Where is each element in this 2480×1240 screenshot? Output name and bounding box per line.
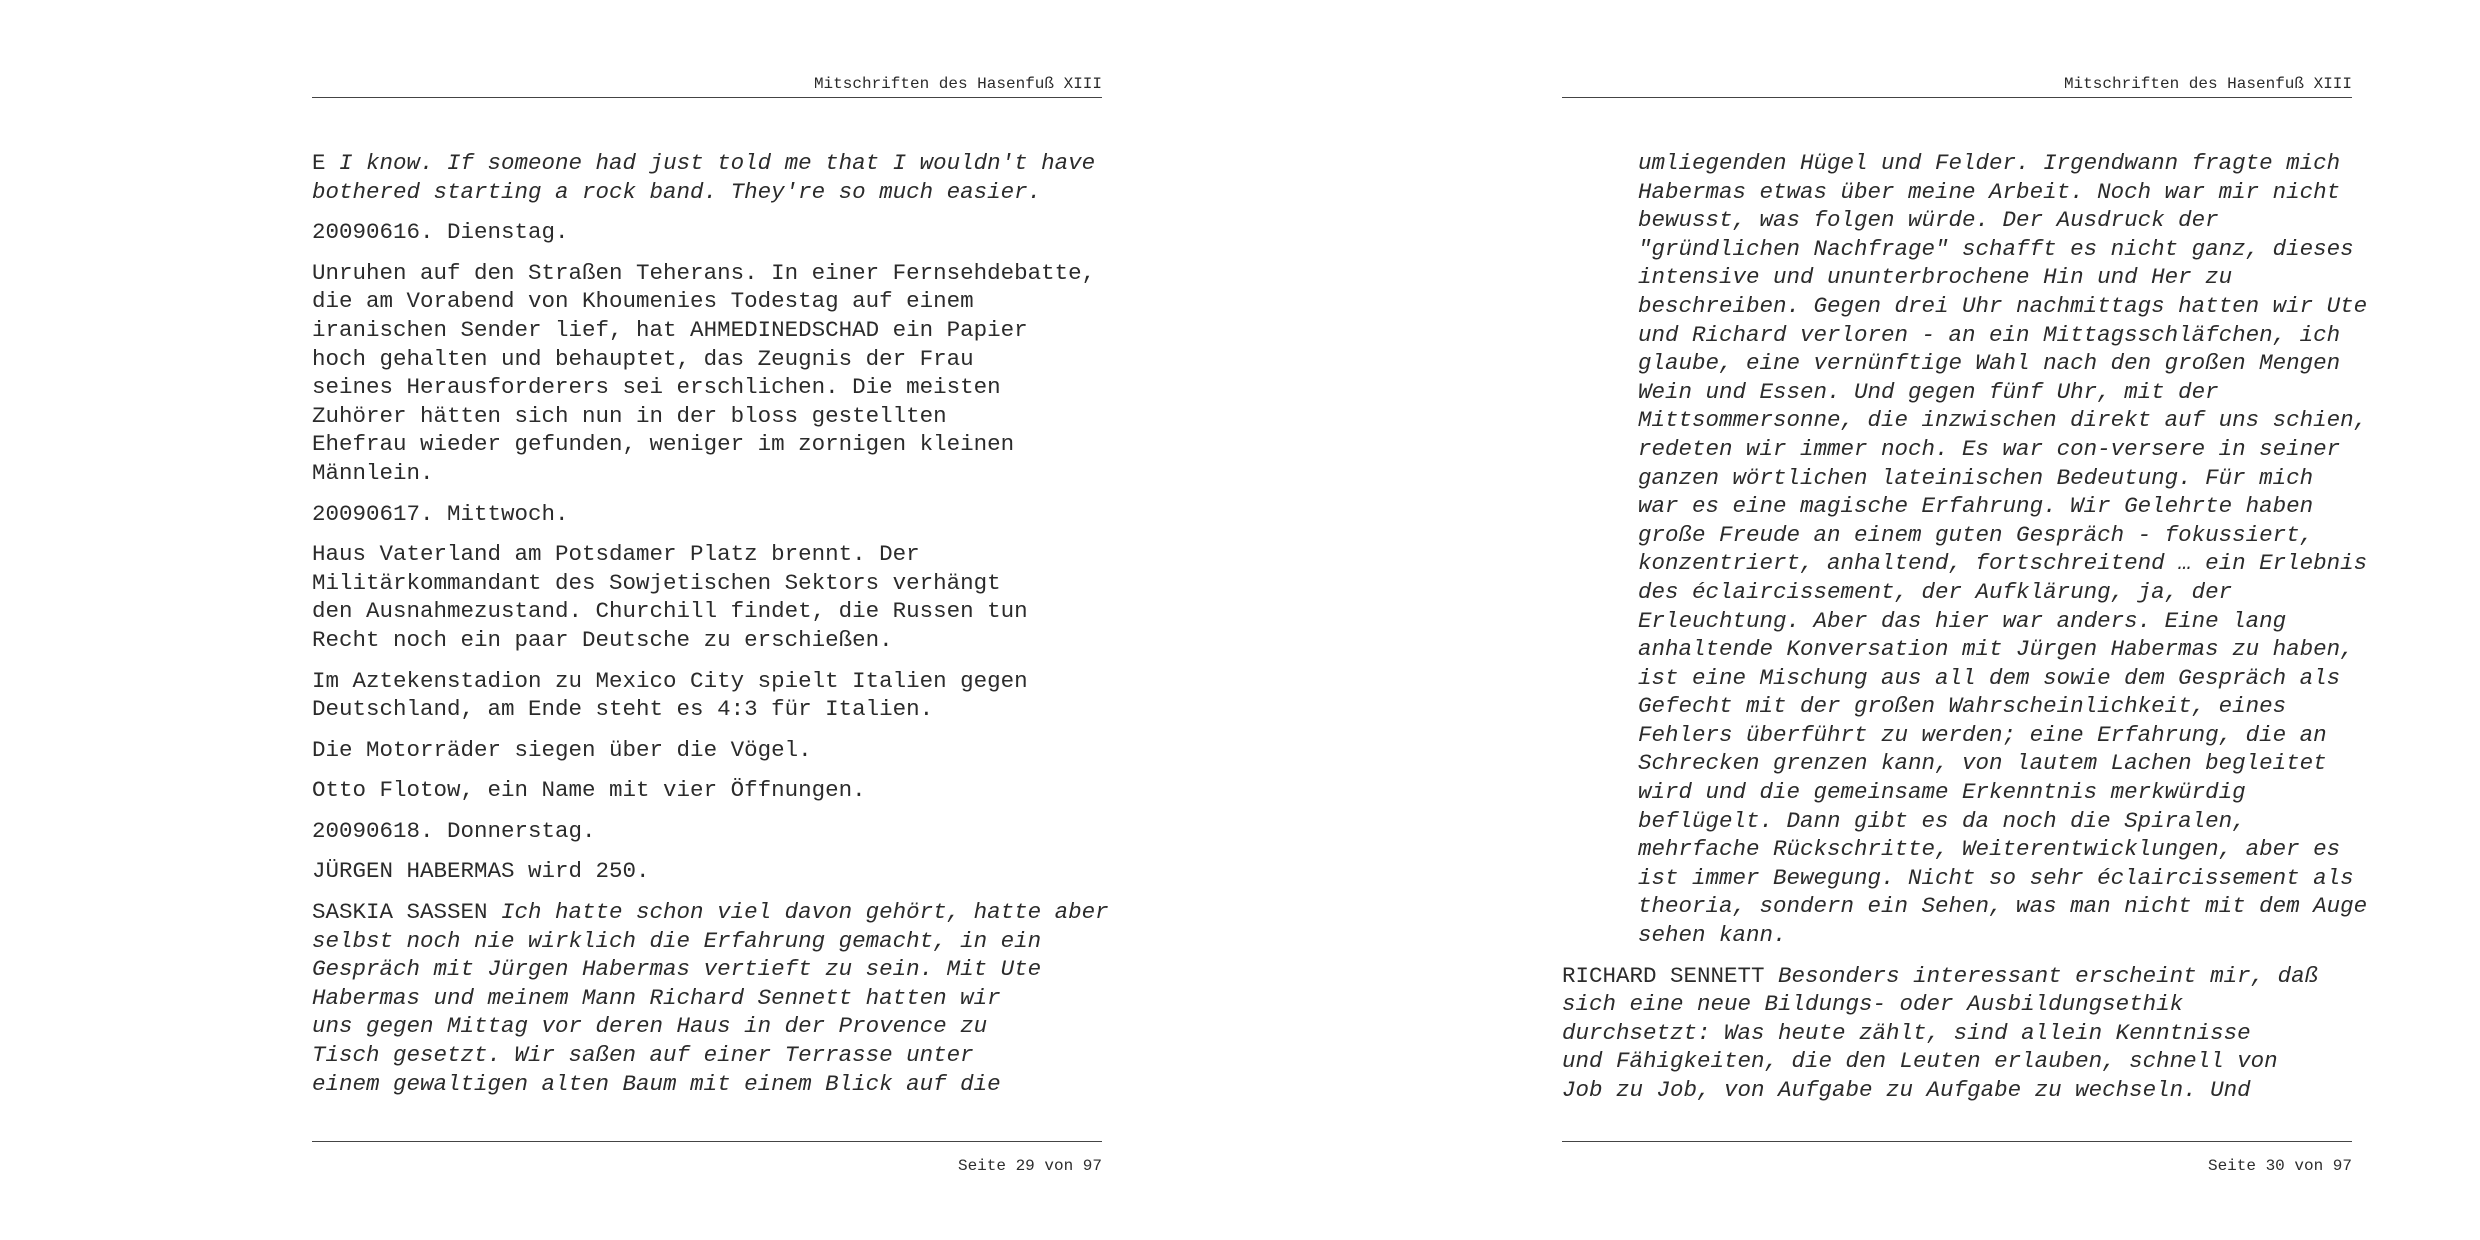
text-line (312, 500, 1102, 529)
italic-text: durchsetzt: Was heute zählt, sind allein Kenntnisse (1562, 1019, 2251, 1046)
italic-text: des éclaircissement, der Aufklärung, ja, der (1638, 578, 2233, 605)
footer-rule (1562, 1141, 2352, 1142)
italic-text: und Richard verloren - an ein Mittagsschläfchen, ich (1638, 321, 2341, 348)
header-rule (312, 97, 1102, 98)
italic-text: selbst noch nie wirklich die Erfahrung gemacht, in ein (312, 927, 1042, 954)
text-segment: 20090617. Mittwoch. (312, 500, 569, 527)
paragraph (312, 259, 1102, 488)
paragraph (1562, 149, 2368, 950)
text-line (312, 817, 1102, 846)
text-line (1638, 749, 2352, 778)
text-line (1638, 807, 2352, 836)
text-segment: JÜRGEN HABERMAS wird 250. (312, 858, 650, 885)
text-line (312, 597, 1102, 626)
text-line (1638, 721, 2352, 750)
text-line (312, 984, 1102, 1013)
italic-text: I know. If someone had just told me that I wouldn't have (339, 150, 1096, 176)
text-line (1638, 349, 2352, 378)
text-segment: Recht noch ein paar Deutsche zu erschießen. (312, 626, 893, 653)
text-line (1638, 549, 2368, 578)
text-line (312, 955, 1102, 984)
text-line (1638, 892, 2368, 921)
italic-text: wird und die gemeinsame Erkenntnis merkwürdig (1638, 779, 2246, 806)
text-line (1638, 206, 2352, 235)
paragraph (312, 857, 1102, 886)
italic-text: Habermas und meinem Mann Richard Sennett hatten wir (312, 984, 1001, 1011)
italic-text: Besonders interessant erscheint mir, daß (1778, 962, 2319, 989)
text-segment: Otto Flotow, ein Name mit vier Öffnungen. (312, 777, 866, 804)
text-line (312, 569, 1102, 598)
text-line (1638, 521, 2352, 550)
text-line (1638, 778, 2352, 807)
text-segment: Haus Vaterland am Potsdamer Platz brennt. Der (312, 541, 920, 568)
italic-text: Wein und Essen. Und gegen fünf Uhr, mit der (1638, 378, 2219, 405)
text-segment: die am Vorabend von Khoumenies Todestag auf einem (312, 288, 974, 315)
paragraph (312, 500, 1102, 529)
italic-text: Mittsommersonne, die inzwischen direkt auf uns schien, (1638, 407, 2368, 434)
italic-text: theoria, sondern ein Sehen, was man nicht mit dem Auge (1638, 893, 2368, 920)
text-line (312, 626, 1102, 655)
text-segment: 20090618. Donnerstag. (312, 817, 596, 844)
text-line (1562, 962, 2352, 991)
text-line (312, 459, 1102, 488)
text-line (1638, 321, 2352, 350)
paragraph (1562, 962, 2352, 1105)
text-segment: seines Herausforderers sei erschlichen. Die meisten (312, 374, 1001, 401)
italic-text: glaube, eine vernünftige Wahl nach den großen Mengen (1638, 350, 2341, 377)
page-body (1562, 149, 2368, 1117)
text-line (1638, 492, 2352, 521)
text-segment: Ehefrau wieder gefunden, weniger im zornigen kleinen (312, 431, 1015, 458)
text-line (312, 695, 1102, 724)
text-line (312, 316, 1102, 345)
text-line (1638, 692, 2352, 721)
text-line (1638, 292, 2368, 321)
text-line (1638, 578, 2352, 607)
italic-text: Habermas etwas über meine Arbeit. Noch war mir nicht (1638, 178, 2341, 205)
text-line (312, 540, 1102, 569)
italic-text: Gespräch mit Jürgen Habermas vertieft zu sein. Mit Ute (312, 956, 1042, 983)
text-line (1562, 1076, 2352, 1105)
text-line (1638, 149, 2352, 178)
text-line (312, 1070, 1102, 1099)
page-body (312, 149, 1109, 1110)
paragraph (312, 540, 1102, 654)
italic-text: intensive und ununterbrochene Hin und Her zu (1638, 264, 2233, 291)
text-line (312, 736, 1102, 765)
text-line (1562, 1019, 2352, 1048)
text-line (1638, 435, 2352, 464)
italic-text: beschreiben. Gegen drei Uhr nachmittags hatten wir Ute (1638, 292, 2368, 319)
italic-text: Tisch gesetzt. Wir saßen auf einer Terrasse unter (312, 1042, 974, 1069)
paragraph (312, 776, 1102, 805)
page-number: Seite 30 von 97 (2207, 1157, 2352, 1175)
italic-text: umliegenden Hügel und Felder. Irgendwann fragte mich (1638, 150, 2341, 176)
text-segment: E (312, 150, 340, 176)
text-line (312, 430, 1102, 459)
italic-text: mehrfache Rückschritte, Weiterentwicklungen, aber es (1638, 836, 2341, 863)
italic-text: ist eine Mischung aus all dem sowie dem Gespräch als (1638, 664, 2341, 691)
italic-text: war es eine magische Erfahrung. Wir Gelehrte haben (1638, 493, 2314, 520)
paragraph (312, 149, 1102, 206)
text-line (312, 667, 1102, 696)
text-line (1638, 263, 2352, 292)
italic-text: Erleuchtung. Aber das hier war anders. Eine lang (1638, 607, 2287, 634)
text-line (312, 898, 1109, 927)
left-page (312, 0, 1109, 1240)
text-line (1638, 864, 2352, 893)
text-segment: 20090616. Dienstag. (312, 219, 569, 246)
italic-text: ganzen wörtlichen lateinischen Bedeutung. Für mich (1638, 464, 2314, 491)
text-segment: SASKIA SASSEN (312, 899, 502, 926)
italic-text: sich eine neue Bildungs- oder Ausbildungsethik (1562, 991, 2184, 1018)
text-line (1638, 664, 2352, 693)
italic-text: sehen kann. (1638, 922, 1787, 949)
text-line (312, 287, 1102, 316)
text-segment: hoch gehalten und behauptet, das Zeugnis der Frau (312, 345, 974, 372)
text-line (1638, 178, 2352, 207)
text-segment: Zuhörer hätten sich nun in der bloss gestellten (312, 402, 947, 429)
italic-text: "gründlichen Nachfrage" schafft es nicht ganz, dieses (1638, 235, 2354, 262)
text-line (1638, 378, 2352, 407)
italic-text: Fehlers überführt zu werden; eine Erfahrung, die an (1638, 721, 2327, 748)
text-line (312, 402, 1102, 431)
paragraph (312, 817, 1102, 846)
text-line (1562, 1047, 2352, 1076)
text-line (1638, 235, 2352, 264)
text-line (1562, 990, 2352, 1019)
page-number: Seite 29 von 97 (957, 1157, 1102, 1175)
text-segment: Deutschland, am Ende steht es 4:3 für Italien. (312, 696, 934, 723)
italic-text: redeten wir immer noch. Es war con-versere in seiner (1638, 435, 2341, 462)
text-line (312, 149, 1102, 178)
paragraph (312, 736, 1102, 765)
text-line (312, 776, 1102, 805)
text-line (312, 345, 1102, 374)
footer-rule (312, 1141, 1102, 1142)
text-line (312, 927, 1102, 956)
text-line (1638, 835, 2352, 864)
italic-text: große Freude an einem guten Gespräch - fokussiert, (1638, 521, 2314, 548)
italic-text: bothered starting a rock band. They're so much easier. (312, 178, 1042, 205)
text-line (312, 1041, 1102, 1070)
italic-text: beflügelt. Dann gibt es da noch die Spiralen, (1638, 807, 2246, 834)
italic-text: und Fähigkeiten, die den Leuten erlauben, schnell von (1562, 1048, 2278, 1075)
italic-text: Schrecken grenzen kann, von lautem Lachen begleitet (1638, 750, 2327, 777)
italic-text: anhaltende Konversation mit Jürgen Habermas zu haben, (1638, 636, 2354, 663)
text-line (1638, 921, 2352, 950)
paragraph (312, 218, 1102, 247)
italic-text: Ich hatte schon viel davon gehört, hatte aber (501, 899, 1109, 926)
italic-text: Job zu Job, von Aufgabe zu Aufgabe zu wechseln. Und (1562, 1077, 2251, 1103)
text-segment: Im Aztekenstadion zu Mexico City spielt Italien gegen (312, 667, 1028, 694)
text-segment: Unruhen auf den Straßen Teherans. In einer Fernsehdebatte, (312, 259, 1096, 286)
header-rule (1562, 97, 2352, 98)
text-line (312, 373, 1102, 402)
running-head: Mitschriften des Hasenfuß XIII (2063, 75, 2352, 93)
text-segment: iranischen Sender lief, hat AHMEDINEDSCHAD ein Papier (312, 316, 1028, 343)
text-line (312, 857, 1102, 886)
italic-text: uns gegen Mittag vor deren Haus in der Provence zu (312, 1013, 988, 1040)
text-segment: Die Motorräder siegen über die Vögel. (312, 736, 812, 763)
italic-text: bewusst, was folgen würde. Der Ausdruck der (1638, 207, 2219, 234)
running-head: Mitschriften des Hasenfuß XIII (813, 75, 1102, 93)
text-line (1638, 607, 2352, 636)
text-segment: Männlein. (312, 459, 434, 486)
text-line (1638, 406, 2368, 435)
italic-text: einem gewaltigen alten Baum mit einem Blick auf die (312, 1070, 1001, 1097)
right-page (1562, 0, 2368, 1240)
text-segment: den Ausnahmezustand. Churchill findet, die Russen tun (312, 598, 1028, 625)
italic-text: konzentriert, anhaltend, fortschreitend … ein Erlebnis (1638, 550, 2368, 577)
text-segment: Militärkommandant des Sowjetischen Sektors verhängt (312, 569, 1001, 596)
text-line (1638, 464, 2352, 493)
text-line (312, 259, 1102, 288)
paragraph (312, 898, 1109, 1098)
italic-text: Gefecht mit der großen Wahrscheinlichkeit, eines (1638, 693, 2287, 720)
text-segment: RICHARD SENNETT (1562, 962, 1779, 989)
italic-text: ist immer Bewegung. Nicht so sehr éclaircissement als (1638, 864, 2354, 891)
text-line (312, 218, 1102, 247)
paragraph (312, 667, 1102, 724)
text-line (1638, 635, 2352, 664)
text-line (312, 178, 1102, 207)
text-line (312, 1012, 1102, 1041)
